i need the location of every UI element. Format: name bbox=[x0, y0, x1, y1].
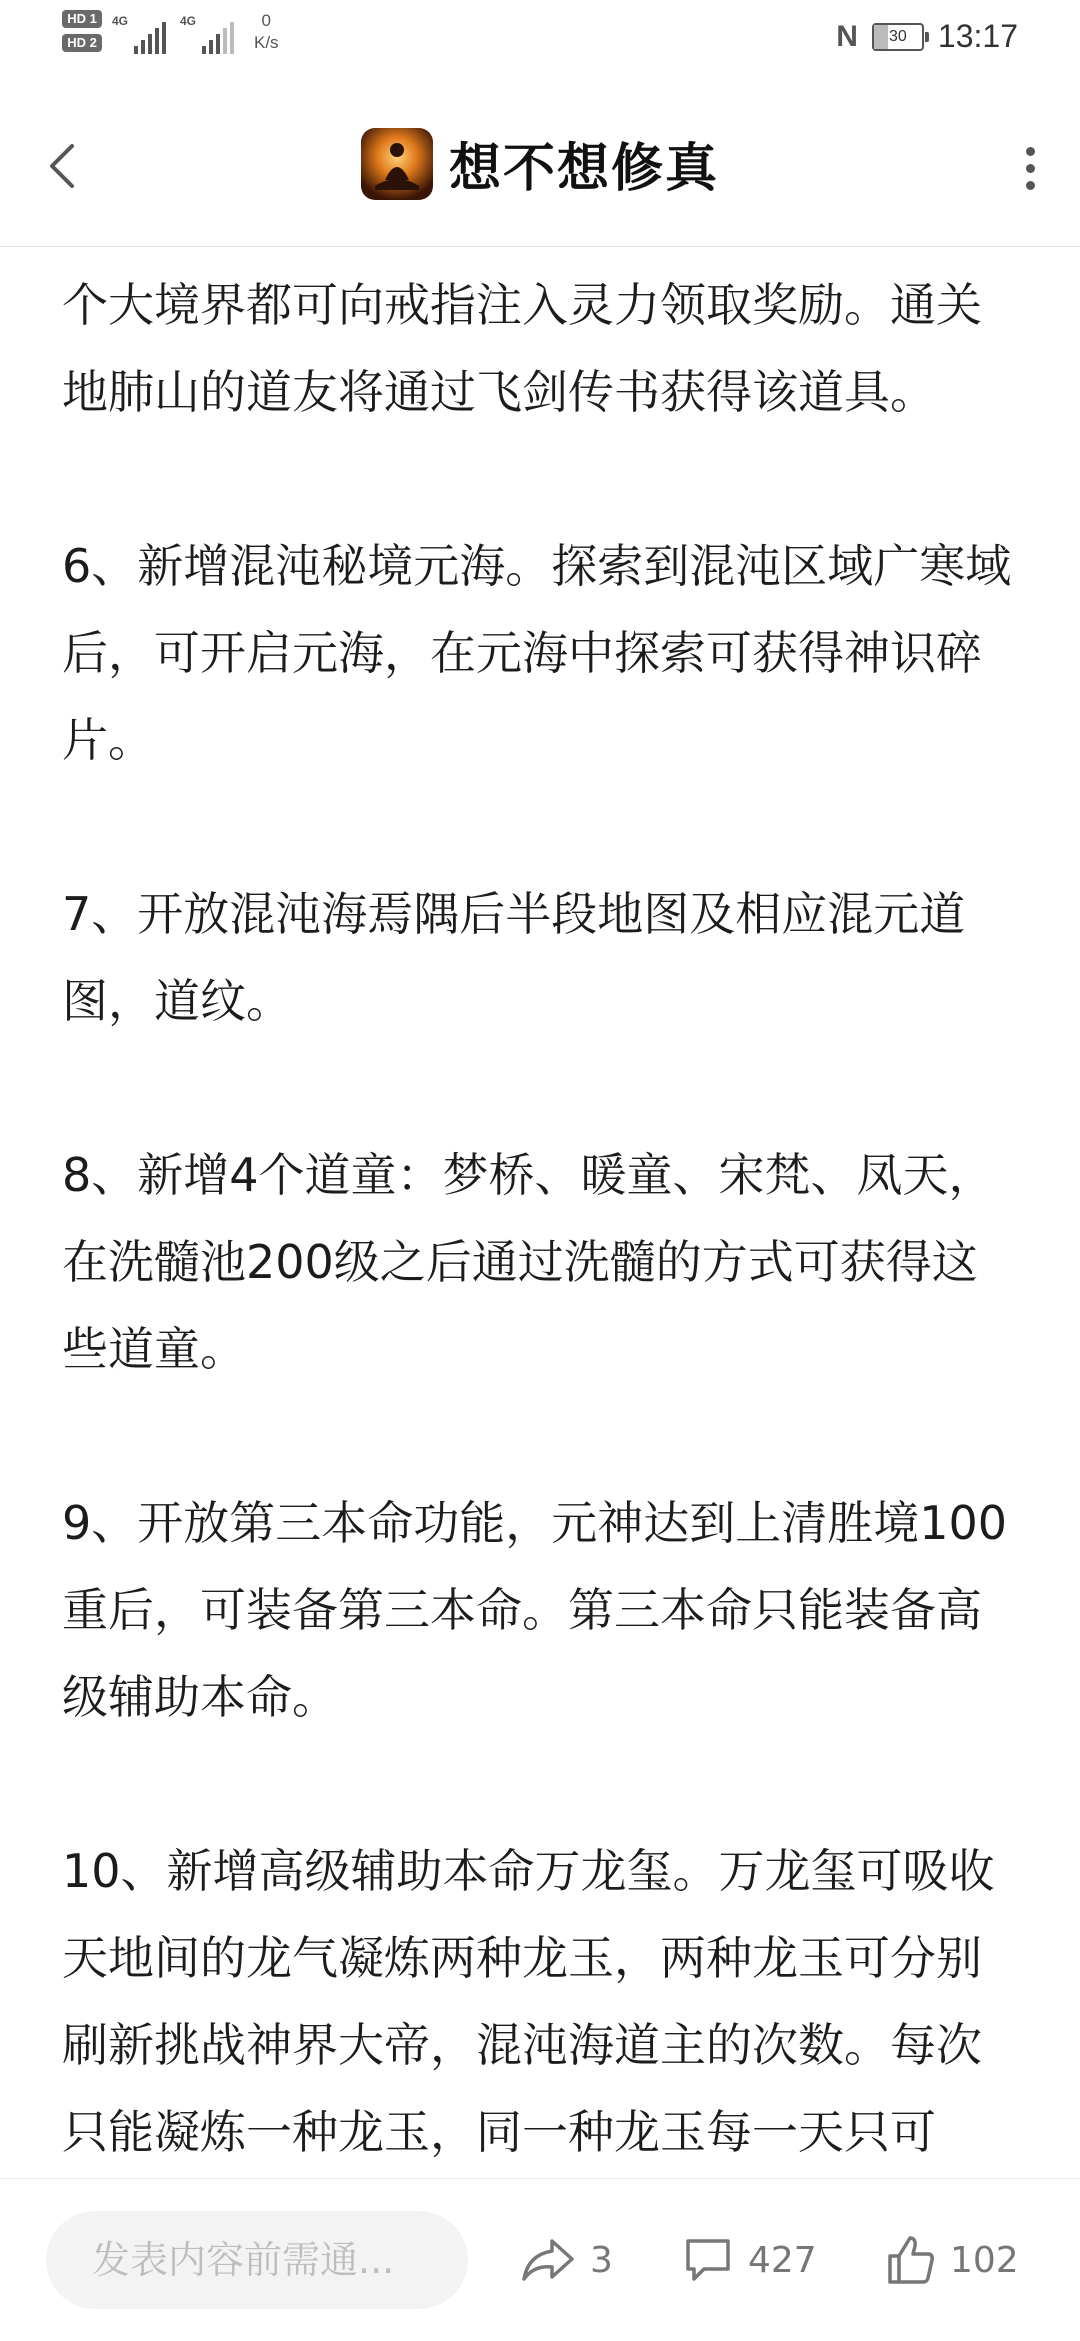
app-header bbox=[0, 86, 1080, 247]
article-paragraph: 10、新增高级辅助本命万龙玺。万龙玺可吸收天地间的龙气凝炼两种龙玉，两种龙玉可分别刷新挑战神界大帝，混沌海道主的次数。每次只能凝炼一种龙玉，同一种龙玉每一天只可 bbox=[62, 1844, 995, 2159]
signal2-icon bbox=[180, 10, 234, 54]
bottom-action-bar bbox=[0, 2178, 1080, 2341]
like-count: 102 bbox=[950, 2239, 1019, 2281]
status-bar-right bbox=[836, 18, 1018, 55]
article-paragraph: 7、开放混沌海焉隅后半段地图及相应混元道图，道纹。 bbox=[62, 887, 966, 1028]
network-speed-value: 0 bbox=[261, 11, 272, 30]
page-title: 想不想修真 bbox=[448, 139, 719, 199]
dot-icon bbox=[1026, 147, 1035, 156]
sim-indicators bbox=[62, 10, 102, 52]
signal1-icon bbox=[112, 10, 166, 54]
article-paragraph: 9、开放第三本命功能，元神达到上清胜境100重后，可装备第三本命。第三本命只能装备高级辅助本命。 bbox=[62, 1496, 1008, 1724]
comment-button[interactable] bbox=[682, 2229, 817, 2291]
more-options-button[interactable] bbox=[1010, 140, 1050, 196]
share-icon bbox=[520, 2235, 576, 2285]
comment-count: 427 bbox=[748, 2239, 817, 2281]
network-speed-unit: K/s bbox=[254, 33, 279, 52]
status-bar bbox=[0, 0, 1080, 78]
dot-icon bbox=[1026, 164, 1035, 173]
article-paragraph: 6、新增混沌秘境元海。探索到混沌区域广寒域后，可开启元海，在元海中探索可获得神识碎片。 bbox=[62, 539, 1012, 767]
thumbs-up-icon bbox=[886, 2234, 936, 2286]
title-group bbox=[0, 126, 1080, 201]
dot-icon bbox=[1026, 181, 1035, 190]
app-logo[interactable] bbox=[361, 128, 433, 200]
meditating-figure-icon bbox=[361, 128, 433, 200]
comment-input[interactable]: 发表内容前需通... bbox=[46, 2211, 468, 2309]
network-speed bbox=[254, 10, 279, 54]
share-button[interactable] bbox=[520, 2229, 613, 2291]
comment-icon bbox=[682, 2235, 734, 2285]
hd-sim2-badge: HD 2 bbox=[62, 34, 102, 52]
article-paragraph: 个大境界都可向戒指注入灵力领取奖励。通关地肺山的道友将通过飞剑传书获得该道具。 bbox=[62, 278, 982, 419]
signal1-label: 4G bbox=[112, 14, 129, 28]
battery-level: 30 bbox=[889, 27, 907, 45]
article-body bbox=[62, 262, 1022, 2172]
article-paragraph: 8、新增4个道童：梦桥、暖童、宋梵、凤天，在洗髓池200级之后通过洗髓的方式可获得这些道童。 bbox=[62, 1148, 995, 1376]
nfc-icon: N bbox=[836, 19, 858, 53]
status-bar-left bbox=[62, 10, 279, 54]
like-button[interactable] bbox=[886, 2229, 1019, 2291]
signal2-label: 4G bbox=[180, 14, 197, 28]
hd-sim1-badge: HD 1 bbox=[62, 10, 102, 28]
clock: 13:17 bbox=[937, 18, 1018, 54]
share-count: 3 bbox=[590, 2239, 613, 2281]
battery-icon bbox=[872, 23, 924, 51]
